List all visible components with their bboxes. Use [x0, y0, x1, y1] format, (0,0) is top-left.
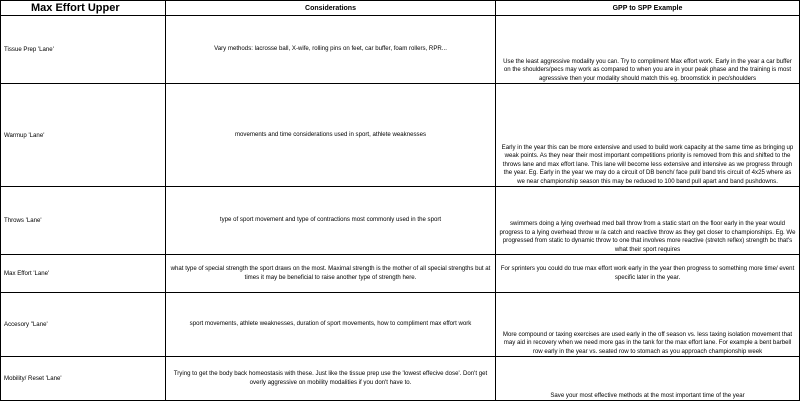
considerations-cell: type of sport movement and type of contractions most commonly used in the sport	[166, 187, 496, 255]
lane-label: Throws 'Lane'	[1, 187, 166, 255]
table-row-tissue-prep	[1, 16, 800, 84]
considerations-cell: movements and time considerations used in sport, athlete weaknesses	[166, 84, 496, 187]
considerations-cell: Trying to get the body back homeostasis with these. Just like the tissue prep use the 'lowest effecive dose'. Don't get overly aggressive on mobility modalities if you don't have to.	[166, 357, 496, 401]
considerations-header: Considerations	[166, 1, 496, 16]
lane-label: Tissue Prep 'Lane'	[1, 16, 166, 84]
example-cell: More compound or taxing exercises are used early in the off season vs. less taxing isolation movement that may aid in recovery when we need more gas in the tank for the max effort lane. For example a bent barbell row early in the year vs. seated row to stomach as you approach championship week	[496, 293, 800, 357]
considerations-cell: what type of special strength the sport draws on the most. Maximal strength is the mother of all special strengths but at times it may be beneficial to raise another type of strength here.	[166, 255, 496, 293]
header-row	[1, 1, 800, 16]
example-cell: swimmers doing a lying overhead med ball throw from a static start on the floor early in the year would progress to a lying overhead throw w /a catch and reactive throw as they get closer to championships. Eg. We progressed from static to dynamic throw to one that involves more reactive (stretch reflex) strength bc that's what their sport requires	[496, 187, 800, 255]
example-cell: Early in the year this can be more extensive and used to build work capacity at the same time as bringing up weak points. As they near their most important competitions priority is removed from this and shifted to the throws lane and max effort lane. This lane will become less extensive and intensive as we progress through the year. Eg. Early in the year we may do a circuit of DB bench/ face pull/ band tris circuit of 4x25 where as we near championship season this may be reduced to 100 band pull apart and band pushdowns.	[496, 84, 800, 187]
example-cell: For sprinters you could do true max effort work early in the year then progress to something more time/ event specific later in the year.	[496, 255, 800, 293]
table-title: Max Effort Upper	[1, 1, 166, 16]
table-row-warmup	[1, 84, 800, 187]
example-cell: Save your most effective methods at the most important time of the year	[496, 357, 800, 401]
considerations-cell: Vary methods: lacrosse ball, X-wife, rolling pins on feet, car buffer, foam rollers, RPR...	[166, 16, 496, 84]
table-row-throws	[1, 187, 800, 255]
gpp-to-spp-header: GPP to SPP Example	[496, 1, 800, 16]
lane-label: Max Effort 'Lane'	[1, 255, 166, 293]
considerations-cell: sport movements, athlete weaknesses, duration of sport movements, how to compliment max effort work	[166, 293, 496, 357]
example-cell: Use the least aggressive modality you can. Try to compliment Max effort work. Early in the year a car buffer on the shoulders/pecs may work as compared to when you are in your peak phase and the training is most agresssive then your modality should match this eg. broomstick in pec/shoulders	[496, 16, 800, 84]
lane-label: Accesory "Lane'	[1, 293, 166, 357]
table-row-accessory	[1, 293, 800, 357]
table-row-max-effort	[1, 255, 800, 293]
lane-label: Mobility/ Reset 'Lane'	[1, 357, 166, 401]
lane-label: Warmup 'Lane'	[1, 84, 166, 187]
table-row-mobility-reset	[1, 357, 800, 401]
